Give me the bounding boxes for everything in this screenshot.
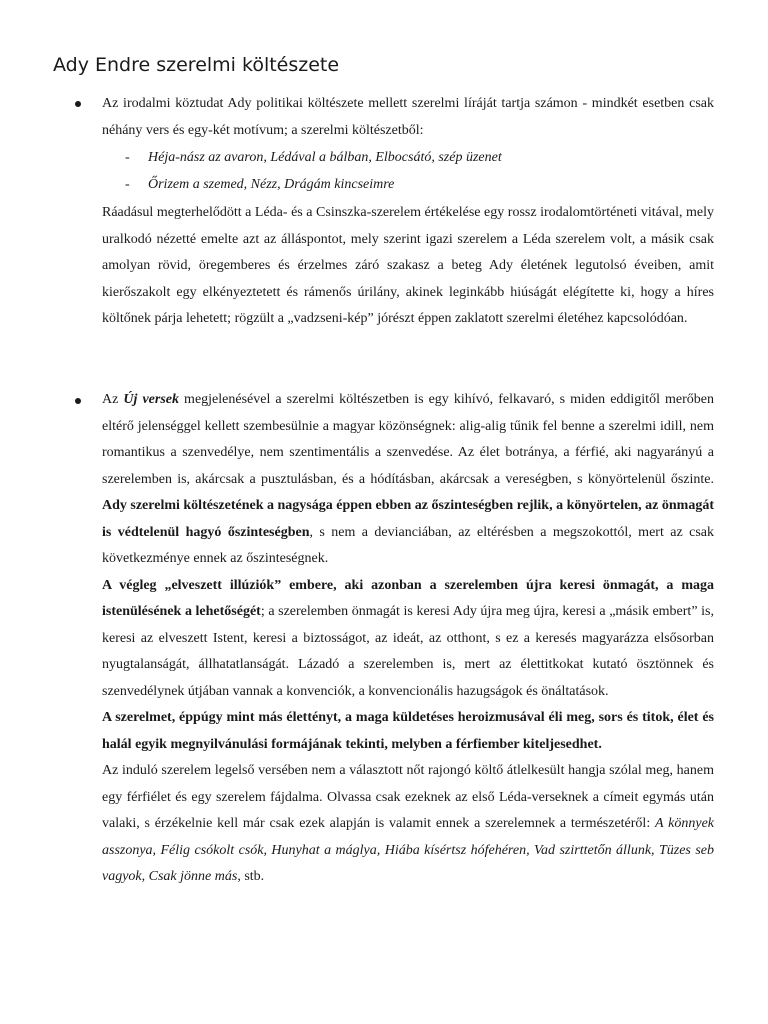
bullet-icon bbox=[75, 398, 81, 404]
section-2-paragraph-3: A szerelmet, éppúgy mint más élettényt, a maga küldetéses heroizmusával éli meg, sors és titok, élet és halál egyik megnyilvánulási formájának tekinti, melyben a férfiember kiteljesedhet. bbox=[102, 710, 714, 752]
poem-list-item-2: - Őrizem a szemed, Nézz, Drágám kincseimre bbox=[125, 175, 705, 195]
poem-list-item-1: - Héja-nász az avaron, Lédával a bálban, Elbocsátó, szép üzenet bbox=[125, 148, 705, 168]
document-title: Ady Endre szerelmi költészete bbox=[53, 54, 340, 76]
dash-icon: - bbox=[125, 177, 130, 192]
section-2-paragraph-1: Az Új versek megjelenésével a szerelmi költészetben is egy kihívó, felkavaró, s miden eddigitől merőben eltérő jelenséggel kellett szembesülnie a magyar közönségnek: alig-alig tűnik fel benne a szerelmi idill, nem romantikus a szenvedélye, nem szentimentális a szenvedése. Az élet botránya, a férfié, aki nagyarányú a szerelemben is, akárcsak a pusztulásban, és a hódításban, akárcsak a vereségben, s könyörtelenül őszinte. Ady szerelmi költészetének a nagysága éppen ebben az őszinteségben rejlik, a könyörtelen, az önmagát is védtelenül hagyó őszinteségben, s nem a devianciában, az eltérésben a megszokottól, mert az csak következménye ennek az őszinteségnek. bbox=[102, 392, 715, 566]
poem-titles: A könnyek asszonya, Félig csókolt csók, Hunyhat a máglya, Hiába kísértsz hófehéren, Vad szirttetőn állunk, Tüzes seb vagyok, Csak jönne más bbox=[102, 816, 715, 884]
bullet-icon bbox=[75, 101, 81, 107]
section-1-paragraph: Ráadásul megterhelődött a Léda- és a Csinszka-szerelem értékelése egy rossz irodalomtörténeti vitával, mely uralkodó nézetté emelte azt az álláspontot, mely szerint igazi szerelem a Léda szerelem volt, a másik csak amolyan rövid, öregemberes és érzelmes záró szakasz a beteg Ady életének legutolsó éveiben, amit kierőszakolt egy elkényeztetett és rámenős úrilány, akinek leginkább hiúságát elégítette ki, hogy a híres költőnek párja lehetett; rögzült a „vadzseni-kép” jórészt éppen zaklatott szerelmi életéhez kapcsolódóan. bbox=[102, 205, 714, 326]
section-2 bbox=[102, 387, 714, 891]
dash-icon: - bbox=[125, 150, 130, 165]
section-2-paragraph-2: A végleg „elveszett illúziók” embere, aki azonban a szerelemben újra keresi önmagát, a maga istenülésének a lehetőségét; a szerelemben önmagát is keresi Ady újra meg újra, keresi a „másik embert” is, keresi az elveszett Istent, keresi a biztosságot, az ideát, az otthont, s ez a keresés magyarázza elsősorban nyugtalanságát, állhatatlanságát. Lázadó a szerelemben is, mert az élettitkokat kutató ösztönnek és szenvedélynek útjában vannak a konvenciók, a konvencionális hazugságok és önáltatások. bbox=[102, 577, 714, 699]
section-1-intro: Az irodalmi köztudat Ady politikai költészete mellett szerelmi líráját tartja számon - mindkét esetben csak néhány vers és egy-két motívum; a szerelmi költészetből: bbox=[102, 96, 714, 138]
book-title-uj-versek: Új versek bbox=[123, 392, 179, 407]
section-2-paragraph-4: Az induló szerelem legelső versében nem a választott nőt rajongó költő átlelkesült hangja szólal meg, hanem egy férfiélet és egy szerelem fájdalma. Olvassa csak ezeknek az első Léda-verseknek a címeit egymás után valaki, s érzékelnie kell már csak ezek alapján is valamit ennek a szerelemnek a természetéről: A könnyek asszonya, Félig csókolt csók, Hunyhat a máglya, Hiába kísértsz hófehéren, Vad szirttetőn állunk, Tüzes seb vagyok, Csak jönne más, stb. bbox=[102, 763, 715, 884]
